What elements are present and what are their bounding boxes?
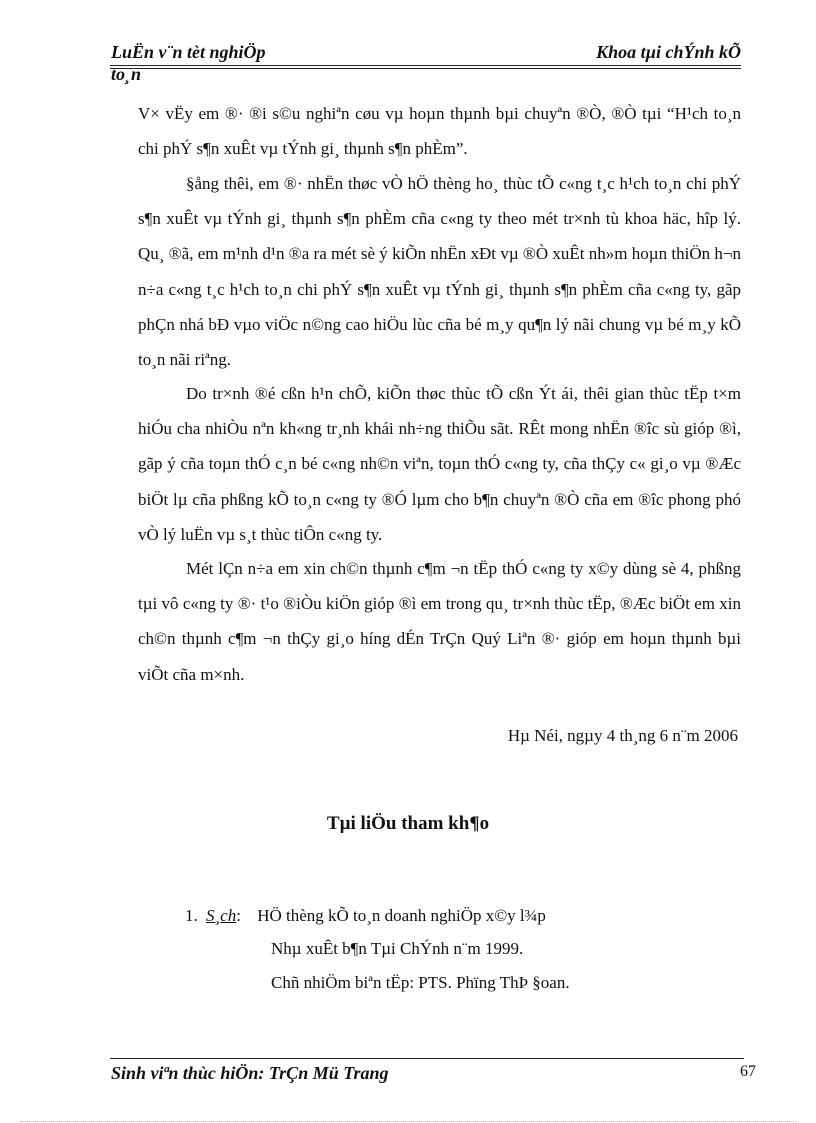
- header-faculty: Khoa tµi chÝnh kÕ: [596, 42, 741, 62]
- page-bottom-border: [20, 1121, 796, 1122]
- reference-kind-separator: :: [236, 906, 241, 925]
- reference-title: HÖ thèng kÕ to¸n doanh nghiÖp x©y l¾p: [257, 906, 546, 925]
- paragraph-2: §ång thêi, em ®· nhËn thøc vÒ hÖ thèng ho¸ thùc tÕ c«ng t¸c h¹ch to¸n chi phÝ s¶n xuÊt vµ tÝnh gi¸ thµnh s¶n phÈm cña c«ng ty theo mét tr×nh tù khoa häc, hîp lý. Qu¸ ®ã, em m¹nh d¹n ®a ra mét sè ý kiÕn nhËn xÐt vµ ®Ò xuÊt nh»m hoµn thiÖn h¬n n÷a c«ng t¸c h¹ch to¸n chi phÝ s¶n xuÊt vµ tÝnh gi¸ thµnh s¶n phÈm cña c«ng ty, gãp phÇn nhá bÐ vµo viÖc n©ng cao hiÖu lùc cña bé m¸y qu¶n lý nãi chung vµ bé m¸y kÕ to¸n nãi riªng.: [138, 174, 741, 370]
- references-heading: Tµi liÖu tham kh¶o: [326, 813, 490, 834]
- paragraph-4: Mét lÇn n÷a em xin ch©n thµnh c¶m ¬n tËp thÓ c«ng ty x©y dùng sè 4, phßng tµi vô c«ng ty ®· t¹o ®iÒu kiÖn gióp ®ì em trong qu¸ tr×nh thùc tËp, ®Æc biÖt em xin ch©n thµnh c¶m ¬n thÇy gi¸o híng dÉn TrÇn Quý Liªn ®· gióp em hoµn thµnh bµi viÕt cña m×nh.: [138, 559, 741, 684]
- reference-item: [185, 906, 546, 926]
- header-rule: [110, 65, 741, 66]
- footer-author: Sinh viªn thùc hiÖn: TrÇn Mü Trang: [111, 1063, 389, 1083]
- header-thesis-title-continued: to¸n: [111, 64, 142, 84]
- reference-editor: Chñ nhiÖm biªn tËp: PTS. Phïng ThÞ §oan.: [271, 973, 570, 992]
- paragraph-3: Do tr×nh ®é cßn h¹n chÕ, kiÕn thøc thùc tÕ cßn Ýt ái, thêi gian thùc tËp t×m hiÓu cha nhiÒu nªn kh«ng tr¸nh khái nh÷ng thiÕu sãt. RÊt mong nhËn ®îc sù gióp ®ì, gãp ý cña toµn thÓ c¸n bé c«ng nh©n viªn, toµn thÓ c«ng ty, cña thÇy c« gi¸o vµ ®Æc biÖt lµ cña phßng kÕ to¸n c«ng ty ®Ó lµm cho b¶n chuyªn ®Ò cña em ®îc phong phó vÒ lý luËn vµ s¸t thùc tiÔn c«ng ty.: [138, 384, 741, 544]
- reference-number: 1.: [185, 906, 198, 925]
- paragraph-1: V× vËy em ®· ®i s©u nghiªn cøu vµ hoµn thµnh bµi chuyªn ®Ò, ®Ò tµi “H¹ch to¸n chi phÝ s¶n xuÊt vµ tÝnh gi¸ thµnh s¶n phÈm”.: [138, 104, 741, 159]
- signature-date: Hµ Néi, ngµy 4 th¸ng 6 n¨m 2006: [507, 726, 738, 745]
- footer-rule: [110, 1058, 744, 1059]
- page-number: 67: [740, 1063, 756, 1080]
- reference-publisher: Nhµ xuÊt b¶n Tµi ChÝnh n¨m 1999.: [271, 939, 524, 958]
- reference-kind: S¸ch: [206, 906, 237, 925]
- header-rule-double: [110, 68, 741, 69]
- header-thesis-title: LuËn v¨n tèt nghiÖp: [111, 42, 266, 62]
